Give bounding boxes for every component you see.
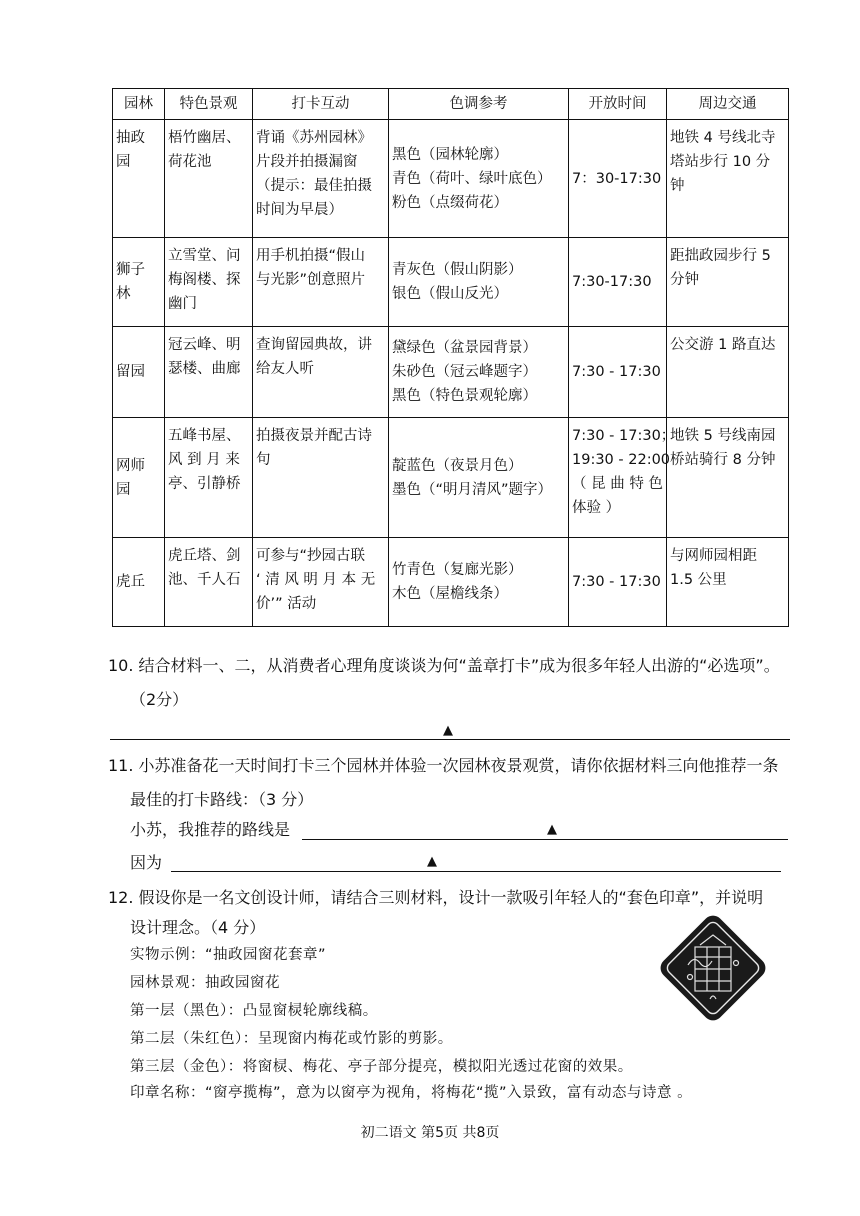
- table-row: [113, 538, 789, 627]
- cell-text: 荷花池: [168, 154, 212, 170]
- cell-scenery: [165, 238, 253, 327]
- route-label: 小苏，我推荐的路线是: [130, 820, 291, 839]
- cell-text: 地铁 4 号线北寺: [670, 130, 776, 146]
- cell-traffic: [667, 120, 789, 238]
- cell-scenery: [165, 538, 253, 627]
- cell-interaction: [253, 538, 389, 627]
- cell-text: 竹青色（复廊光影）: [392, 562, 523, 578]
- cell-text: 句: [256, 452, 271, 468]
- cell-text: 园: [116, 481, 131, 498]
- cell-text: 立雪堂、问: [168, 248, 241, 264]
- cell-text: 狮子: [116, 262, 145, 278]
- cell-hours: [569, 120, 667, 238]
- cell-text: 时间为早晨）: [256, 202, 343, 218]
- cell-text: 7：30-17:30: [572, 170, 662, 187]
- cell-tones: [389, 238, 569, 327]
- question-10-answer-line[interactable]: [110, 739, 790, 740]
- cell-text: 黑色（特色景观轮廓）: [392, 388, 537, 404]
- header-scenery: 特色景观: [165, 89, 253, 120]
- cell-interaction: [253, 327, 389, 418]
- example-layer-1: 第一层（黑色）：凸显窗棂轮廓线稿。: [130, 1003, 378, 1019]
- answer-marker: ▲: [427, 854, 437, 869]
- garden-info-table: [112, 88, 789, 627]
- question-10-text: 10. 结合材料一、二，从消费者心理角度谈谈为何“盖章打卡”成为很多年轻人出游的“必选项”。: [108, 656, 780, 675]
- cell-text: 距拙政园步行 5: [670, 248, 771, 264]
- cell-traffic: [667, 418, 789, 538]
- cell-garden: [113, 120, 165, 238]
- reason-answer-line[interactable]: [171, 871, 781, 872]
- reason-label: 因为: [130, 853, 163, 872]
- cell-garden: [113, 538, 165, 627]
- header-hours: 开放时间: [569, 89, 667, 120]
- cell-text: 墨色（“明月清风”题字）: [392, 481, 553, 498]
- cell-garden: [113, 238, 165, 327]
- cell-text: 给友人听: [256, 361, 314, 377]
- cell-text: 抽政: [116, 130, 145, 146]
- question-11-text: 11. 小苏准备花一天时间打卡三个园林并体验一次园林夜景观赏，请你依据材料三向他推荐一条: [108, 756, 779, 775]
- question-10-score: （2分）: [130, 690, 189, 709]
- question-12-text: 12. 假设你是一名文创设计师，请结合三则材料，设计一款吸引年轻人的“套色印章”，并说明: [108, 888, 764, 907]
- cell-hours: [569, 538, 667, 627]
- example-layer-3: 第三层（金色）：将窗棂、梅花、亭子部分提亮，模拟阳光透过花窗的效果。: [130, 1059, 633, 1075]
- cell-tones: [389, 327, 569, 418]
- cell-text: 桥站骑行 8 分钟: [670, 452, 776, 468]
- cell-traffic: [667, 327, 789, 418]
- cell-text: 7:30-17:30: [572, 274, 652, 290]
- cell-scenery: [165, 418, 253, 538]
- cell-text: 瑟楼、曲廊: [168, 361, 241, 377]
- cell-text: 塔站步行 10 分: [670, 154, 771, 170]
- cell-traffic: [667, 238, 789, 327]
- example-seal-name: 印章名称：“窗亭揽梅”，意为以窗亭为视角，将梅花“揽”入景致，富有动态与诗意 。: [130, 1085, 693, 1101]
- cell-text: 黛绿色（盆景园背景）: [392, 340, 537, 356]
- cell-hours: [569, 327, 667, 418]
- header-garden: 园林: [113, 89, 165, 120]
- cell-text: 拍摄夜景并配古诗: [256, 428, 372, 444]
- cell-tones: [389, 120, 569, 238]
- cell-text: 青灰色（假山阴影）: [392, 262, 523, 278]
- answer-marker: ▲: [443, 723, 453, 738]
- table-header-row: [113, 89, 789, 120]
- table-row: [113, 120, 789, 238]
- cell-text: 与网师园相距: [670, 548, 757, 564]
- cell-traffic: [667, 538, 789, 627]
- answer-marker: ▲: [547, 822, 557, 837]
- cell-text: 片段并拍摄漏窗: [256, 154, 358, 170]
- cell-interaction: [253, 238, 389, 327]
- cell-text: 梅阁楼、探: [168, 272, 241, 288]
- cell-text: 查询留园典故，讲: [256, 337, 372, 353]
- cell-tones: [389, 538, 569, 627]
- cell-hours: [569, 418, 676, 538]
- cell-text: 钟: [670, 178, 685, 194]
- cell-text: 虎丘: [116, 574, 145, 590]
- cell-text: 粉色（点缀荷花）: [392, 194, 508, 211]
- cell-text: 19:30 - 22:00: [572, 452, 671, 468]
- cell-text: 虎丘塔、剑: [168, 548, 241, 564]
- cell-text: 银色（假山反光）: [392, 286, 508, 302]
- cell-text: 7:30 - 17:30: [572, 574, 661, 590]
- cell-text: 7:30 - 17:30: [572, 364, 661, 380]
- cell-text: 留园: [116, 364, 145, 380]
- cell-text: 园: [116, 154, 131, 170]
- window-seal-image: [650, 905, 776, 1031]
- cell-text: 五峰书屋、: [168, 428, 241, 444]
- table-row: [113, 327, 789, 418]
- cell-text: 体验 ）: [572, 500, 621, 516]
- cell-tones: [389, 418, 569, 538]
- cell-interaction: [253, 418, 389, 538]
- cell-text: 7:30 - 17:30；: [572, 428, 676, 444]
- cell-text: 地铁 5 号线南园: [670, 428, 776, 444]
- cell-text: 与光影”创意照片: [256, 272, 366, 288]
- cell-text: 朱砂色（冠云峰题字）: [392, 364, 537, 380]
- cell-text: 池、千人石: [168, 572, 241, 588]
- route-answer-line[interactable]: [302, 839, 788, 840]
- cell-text: （提示：最佳拍摄: [256, 178, 372, 194]
- cell-text: 冠云峰、明: [168, 337, 241, 353]
- header-tones: 色调参考: [389, 89, 569, 120]
- cell-text: （ 昆 曲 特 色: [572, 476, 663, 492]
- cell-text: 幽门: [168, 296, 197, 312]
- cell-text: 价’” 活动: [256, 596, 317, 612]
- page-footer: 初二语文 第5页 共8页: [360, 1125, 500, 1141]
- cell-text: 靛蓝色（夜景月色）: [392, 457, 523, 474]
- question-12-score: 设计理念。（4 分）: [130, 918, 266, 937]
- cell-interaction: [253, 120, 389, 238]
- cell-text: 青色（荷叶、绿叶底色）: [392, 170, 552, 187]
- cell-hours: [569, 238, 667, 327]
- cell-text: 1.5 公里: [670, 572, 727, 588]
- cell-text: 公交游 1 路直达: [670, 337, 776, 353]
- cell-scenery: [165, 327, 253, 418]
- cell-text: 林: [116, 286, 131, 302]
- cell-text: 风 到 月 来: [168, 452, 240, 468]
- example-scenery: 园林景观：抽政园窗花: [130, 975, 280, 991]
- cell-garden: [113, 327, 165, 418]
- question-11-score: 最佳的打卡路线：（3 分）: [130, 790, 314, 809]
- cell-text: ‘ 清 风 明 月 本 无: [256, 572, 376, 588]
- cell-text: 可参与“抄园古联: [256, 548, 366, 564]
- example-layer-2: 第二层（朱红色）：呈现窗内梅花或竹影的剪影。: [130, 1031, 453, 1047]
- cell-text: 亭、引静桥: [168, 476, 241, 492]
- example-title: 实物示例：“抽政园窗花套章”: [130, 947, 327, 963]
- cell-scenery: [165, 120, 253, 238]
- cell-text: 黑色（园林轮廓）: [392, 146, 508, 163]
- cell-text: 背诵《苏州园林》: [256, 130, 372, 146]
- cell-text: 用手机拍摄“假山: [256, 248, 366, 264]
- cell-text: 分钟: [670, 272, 699, 288]
- cell-text: 梧竹幽居、: [168, 130, 241, 146]
- cell-text: 木色（屋檐线条）: [392, 586, 508, 602]
- header-interaction: 打卡互动: [253, 89, 389, 120]
- header-traffic: 周边交通: [667, 89, 789, 120]
- table-row: [113, 418, 789, 538]
- cell-text: 网师: [116, 457, 145, 474]
- table-row: [113, 238, 789, 327]
- cell-garden: [113, 418, 165, 538]
